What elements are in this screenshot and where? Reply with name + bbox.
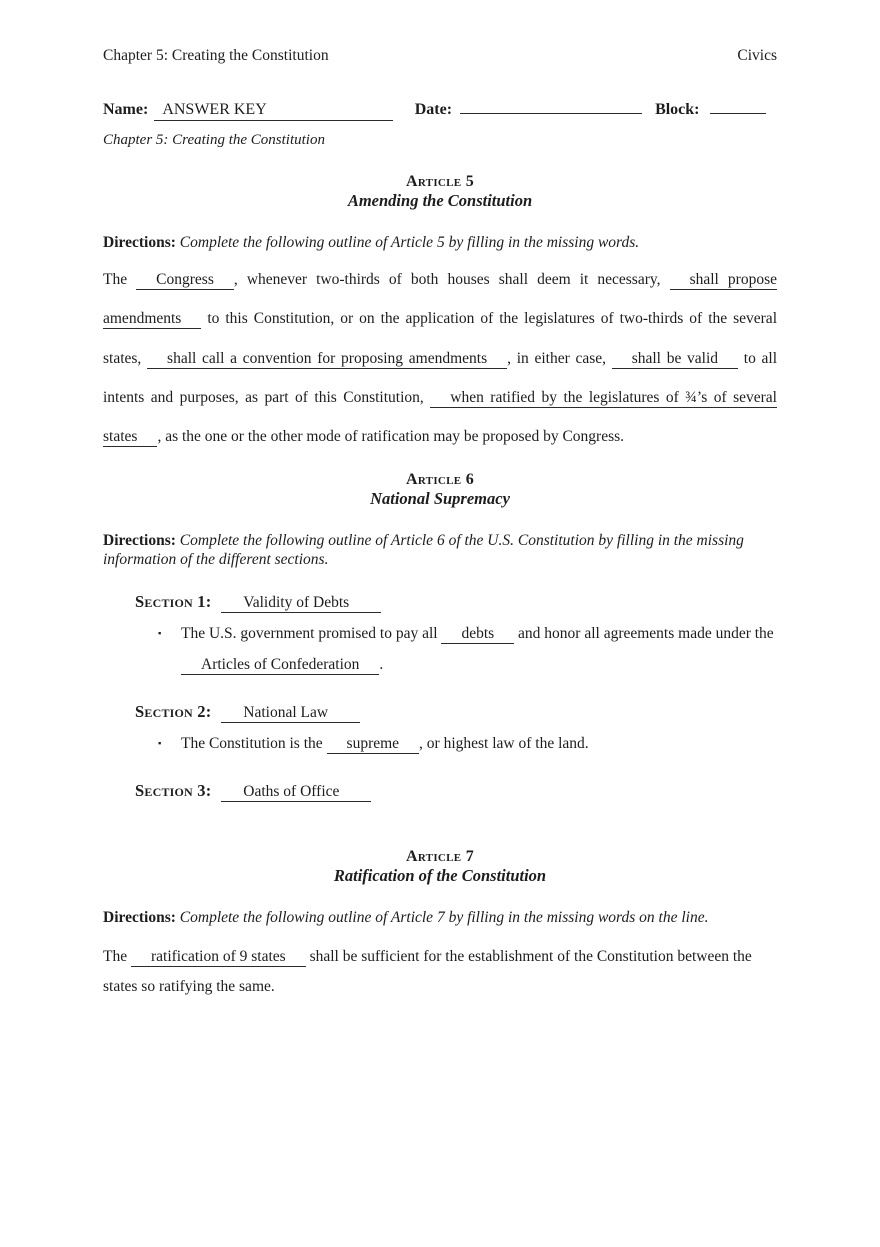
answer-blank: Congress: [136, 271, 234, 290]
name-label: Name:: [103, 100, 149, 118]
answer-blank: debts: [441, 625, 514, 644]
answer-blank: supreme: [327, 735, 420, 754]
article-7-paragraph: [103, 942, 777, 1002]
text-run: .: [379, 655, 384, 673]
date-label: Date:: [414, 100, 453, 118]
section-3-label: Section 3:: [135, 780, 212, 800]
text-run: to this Constitution, or on the application of the legislatures of two-thirds of the several states,: [103, 310, 777, 367]
date-blank: [460, 97, 642, 114]
text-run: , or highest law of the land.: [419, 734, 589, 752]
directions-text: Complete the following outline of Article 6 of the U.S. Constitution by filling in the missing information of the different sections.: [103, 531, 744, 569]
answer-blank: shall call a convention for proposing amendments: [147, 350, 507, 369]
section-2-answer-blank: National Law: [221, 704, 360, 723]
directions-text: Complete the following outline of Article 5 by filling in the missing words.: [179, 233, 640, 251]
bullet-square-icon: ▪: [158, 629, 162, 640]
bullet-text: [181, 619, 777, 679]
answer-blank: ratification of 9 states: [131, 948, 306, 967]
article-7-subtitle: Ratification of the Constitution: [333, 866, 547, 886]
article-6-directions: [103, 531, 777, 571]
text-run: The: [103, 947, 131, 965]
header-course-name: Civics: [737, 47, 777, 64]
page-header: [103, 47, 777, 66]
text-run: to all intents and purposes, as part of this Constitution,: [103, 349, 778, 406]
section-3-answer-blank: Oaths of Office: [221, 783, 371, 802]
section-3-row: [135, 781, 777, 801]
article-5-subtitle: Amending the Constitution: [347, 190, 533, 210]
text-run: , in either case,: [507, 349, 612, 367]
article-7-directions: [103, 908, 777, 928]
article-5-paragraph: [103, 260, 777, 455]
article-7-title: Article 7: [405, 847, 475, 865]
section-2-label: Section 2:: [135, 701, 212, 721]
bullet-text: [181, 729, 777, 759]
section-1-answer-blank: Validity of Debts: [221, 594, 381, 613]
text-run: The U.S. government promised to pay all: [181, 625, 442, 643]
section-1-label: Section 1:: [135, 592, 212, 612]
article-7-header: [103, 847, 777, 886]
text-run: The: [103, 271, 137, 289]
answer-blank: shall be valid: [612, 350, 738, 369]
article-6-header: [103, 470, 777, 509]
header-chapter-title: Chapter 5: Creating the Constitution: [103, 47, 329, 64]
text-run: and honor all agreements made under the: [514, 625, 774, 643]
directions-label: Directions:: [103, 908, 176, 926]
answer-blank: Articles of Confederation: [181, 656, 379, 675]
section-2-row: [135, 702, 777, 722]
directions-text: Complete the following outline of Article 7 by filling in the missing words on the line.: [179, 908, 709, 926]
bullet-square-icon: ▪: [158, 738, 162, 749]
document-subtitle: Chapter 5: Creating the Constitution: [103, 131, 325, 148]
section-1-row: [135, 592, 777, 612]
text-run: shall be sufficient for the establishment of the Constitution between the states so ratifying the same.: [103, 947, 752, 995]
section-1-bullet: [158, 619, 777, 679]
directions-label: Directions:: [103, 233, 176, 251]
section-2-bullet: [158, 729, 777, 759]
name-answer-blank: ANSWER KEY: [154, 101, 392, 121]
student-info-row: [103, 97, 777, 121]
text-run: The Constitution is the: [181, 734, 327, 752]
directions-label: Directions:: [103, 531, 176, 549]
article-5-directions: [103, 233, 777, 253]
article-5-title: Article 5: [405, 172, 475, 190]
text-run: , as the one or the other mode of ratification may be proposed by Congress.: [157, 427, 625, 445]
text-run: , whenever two-thirds of both houses shall deem it necessary,: [233, 271, 670, 289]
block-blank: [710, 97, 766, 114]
answer-blank: when ratified by the legislatures of ¾’s of several states: [103, 388, 777, 445]
answer-blank: shall propose amendments: [103, 271, 777, 328]
article-6-title: Article 6: [405, 470, 475, 488]
block-label: Block:: [655, 100, 700, 118]
article-6-subtitle: National Supremacy: [370, 488, 510, 508]
article-5-header: [103, 172, 777, 211]
